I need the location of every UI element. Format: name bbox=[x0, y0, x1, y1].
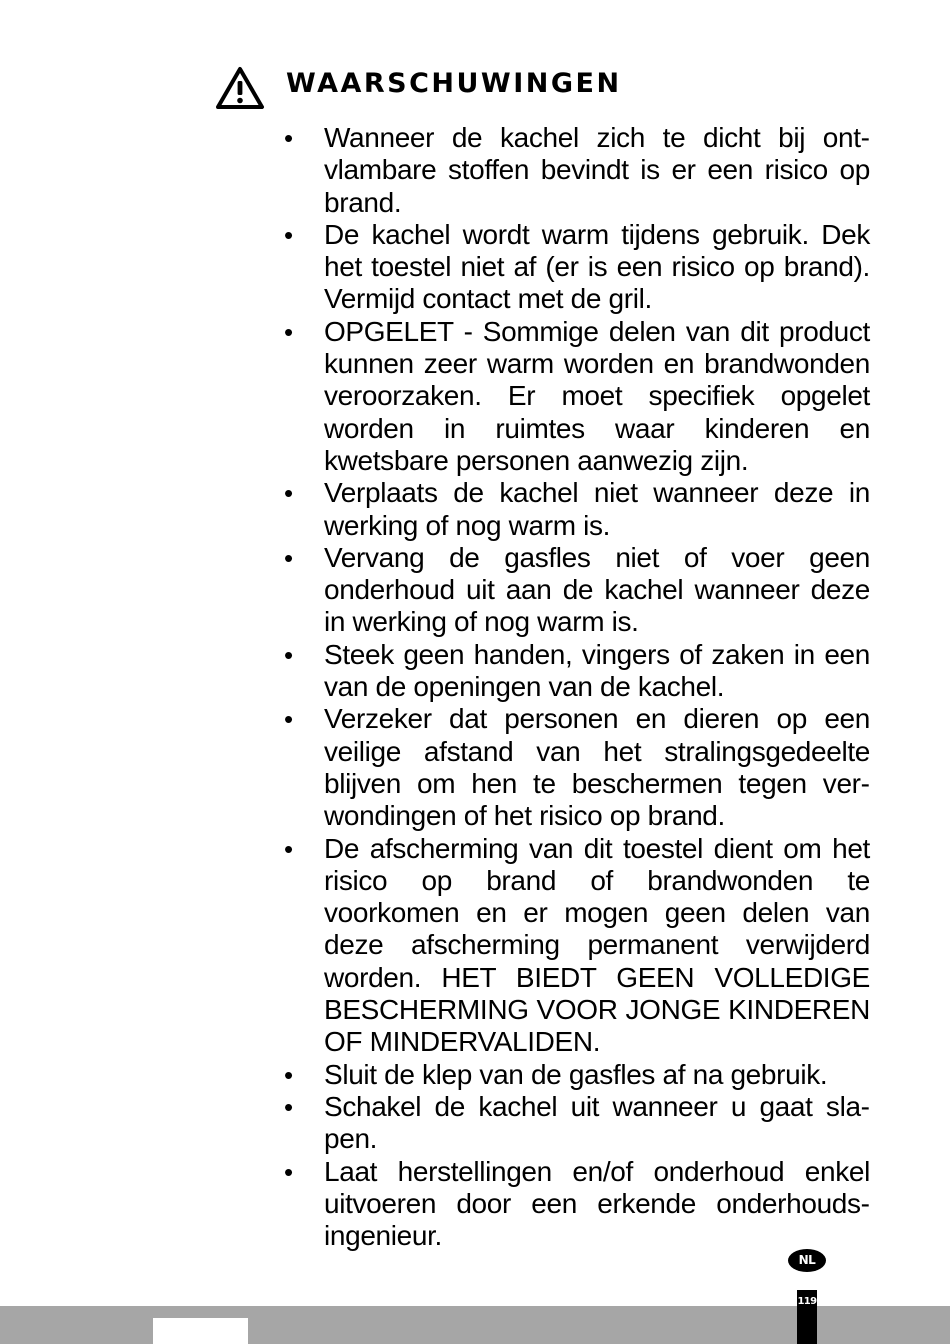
warning-text: De afscherming van dit toestel dient om het risico op brand of brandwonden te voorkomen en er mogen geen delen van deze afscherming permanent verwijderd worden. HET BIEDT GEEN VOLLEDIGE BESCHERMING VOOR JONGE KINDEREN OF MINDERVALIDEN. bbox=[324, 832, 870, 1058]
warning-item bbox=[284, 219, 870, 316]
bullet: • bbox=[284, 704, 293, 735]
warning-text: OPGELET - Sommige delen van dit product kunnen zeer warm worden en brandwonden veroorzaken. Er moet specifiek opgelet worden in ruimtes waar kinderen en kwetsbare personen aanwezig zijn. bbox=[324, 315, 870, 476]
language-badge: NL bbox=[788, 1249, 826, 1272]
bullet: • bbox=[284, 478, 293, 509]
section-title: WAARSCHUWINGEN bbox=[286, 68, 622, 99]
bullet: • bbox=[284, 316, 293, 347]
warning-item bbox=[284, 1091, 870, 1156]
bullet: • bbox=[284, 123, 293, 153]
warning-triangle-icon bbox=[215, 66, 265, 110]
bullet: • bbox=[284, 1091, 293, 1122]
warning-text: Laat herstellingen en/of onderhoud enkel uitvoeren door een erkende onderhoudsingenieur. bbox=[324, 1155, 870, 1252]
warning-text: Steek geen handen, vingers of zaken in een van de openingen van de kachel. bbox=[324, 638, 870, 703]
bullet: • bbox=[284, 219, 293, 250]
warning-text: Verzeker dat personen en dieren op een veilige afstand van het stralingsgedeelte blijven om hen te beschermen tegen verwondingen of het risico op brand. bbox=[324, 703, 870, 832]
warning-list bbox=[284, 122, 870, 1252]
warning-item bbox=[284, 477, 870, 542]
warning-text: Schakel de kachel uit wanneer u gaat slapen. bbox=[324, 1090, 870, 1155]
footer-white-box bbox=[153, 1318, 248, 1344]
warning-item bbox=[284, 833, 870, 1059]
bullet: • bbox=[284, 1059, 293, 1090]
warning-text: Verplaats de kachel niet wanneer deze in werking of nog warm is. bbox=[324, 477, 870, 541]
warning-item bbox=[284, 316, 870, 477]
bullet: • bbox=[284, 1156, 293, 1187]
warning-item bbox=[284, 542, 870, 639]
warning-item bbox=[284, 1059, 870, 1091]
bullet: • bbox=[284, 542, 293, 573]
warning-text: Sluit de klep van de gasfles af na gebruik. bbox=[324, 1058, 828, 1090]
warning-item bbox=[284, 703, 870, 832]
bullet: • bbox=[284, 639, 293, 670]
warning-text: De kachel wordt warm tijdens gebruik. Dek het toestel niet af (er is een risico op brand). Vermijd contact met de gril. bbox=[324, 218, 870, 315]
page-number: 119 bbox=[797, 1290, 817, 1344]
warning-text: Wanneer de kachel zich te dicht bij ontvlambare stoffen bevindt is er een risico op brand. bbox=[324, 122, 870, 218]
warning-text: Vervang de gasfles niet of voer geen onderhoud uit aan de kachel wanneer deze in werking of nog warm is. bbox=[324, 541, 870, 638]
warning-item bbox=[284, 639, 870, 704]
warning-item bbox=[284, 1156, 870, 1253]
bullet: • bbox=[284, 833, 293, 864]
warning-item bbox=[284, 122, 870, 219]
